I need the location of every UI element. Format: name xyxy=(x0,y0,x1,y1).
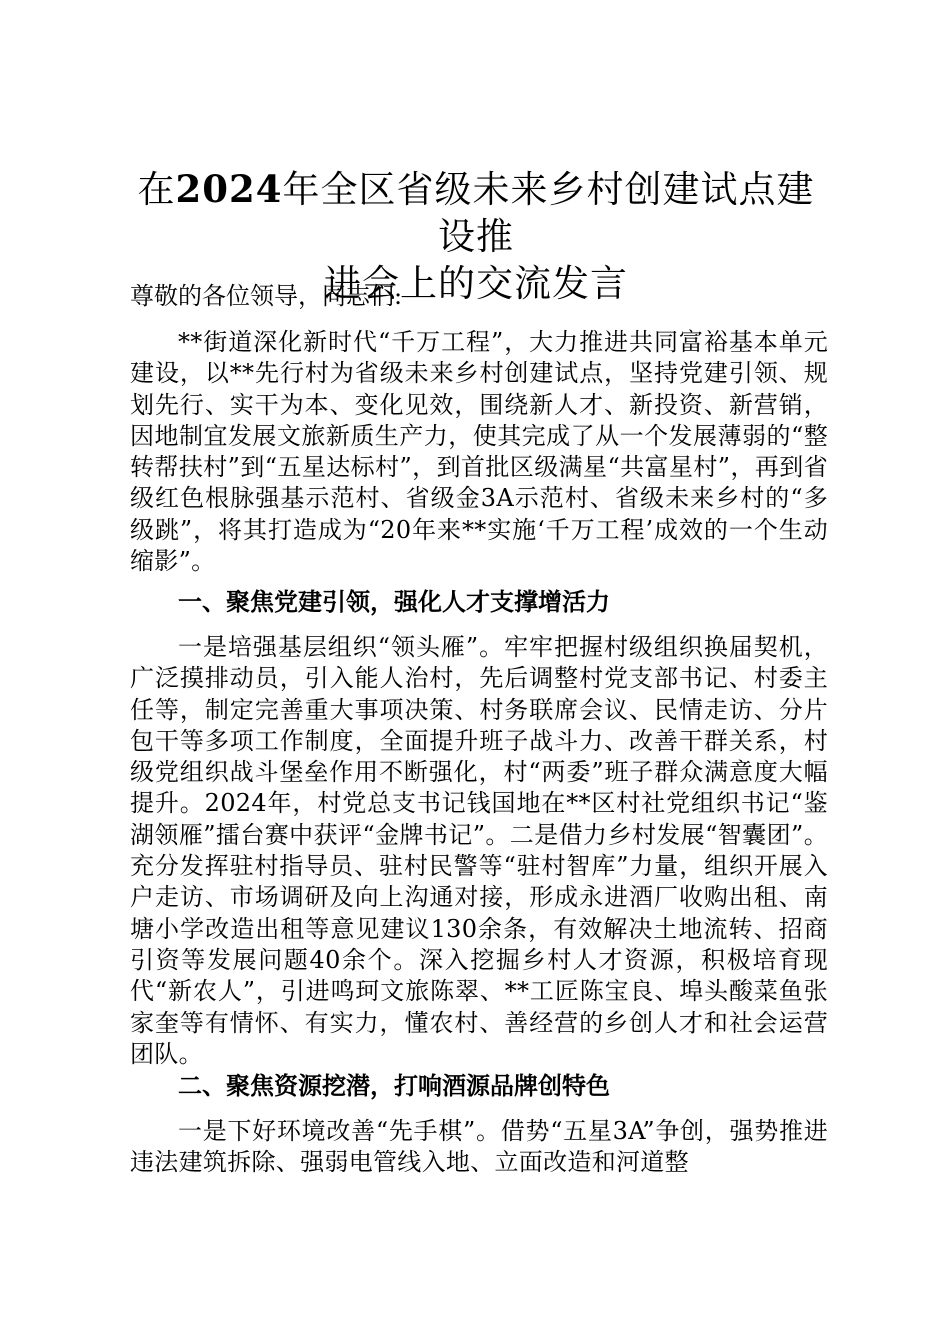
section2-paragraph: 一是下好环境改善“先手棋”。借势“五星3A”争创，强势推进违法建筑拆除、强弱电管线入地、立面改造和河道整 xyxy=(130,1117,828,1177)
title-line1-suffix: 年全区省级未来乡村创建试点建设推 xyxy=(282,168,815,258)
salutation: 尊敬的各位领导，同志们: xyxy=(130,282,403,310)
title-line2: 进会上的交流发言 xyxy=(324,262,628,305)
section1-heading: 一、聚焦党建引领，强化人才支撑增活力 xyxy=(178,587,610,616)
title-year: 2024 xyxy=(175,167,283,211)
section2-heading: 二、聚焦资源挖潜，打响酒源品牌创特色 xyxy=(178,1071,610,1100)
section1-paragraph: 一是培强基层组织“领头雁”。牢牢把握村级组织换届契机，广泛摸排动员，引入能人治村，先后调整村党支部书记、村委主任等，制定完善重大事项决策、村务联席会议、民情走访、分片包干等多项工作制度，全面提升班子战斗力、改善干群关系，村级党组织战斗堡垒作用不断强化，村“两委”班子群众满意度大幅提升。2024年，村党总支书记钱国地在**区村社党组织书记“鉴湖领雁”擂台赛中获评“金牌书记”。二是借力乡村发展“智囊团”。充分发挥驻村指导员、驻村民警等“驻村智库”力量，组织开展入户走访、市场调研及向上沟通对接，形成永进酒厂收购出租、南塘小学改造出租等意见建议130余条，有效解决土地流转、招商引资等发展问题40余个。深入挖掘乡村人才资源，积极培育现代“新农人”，引进鸣珂文旅陈翠、**工匠陈宝良、埠头酸菜鱼张家奎等有情怀、有实力，懂农村、善经营的乡创人才和社会运营团队。 xyxy=(130,633,828,1068)
title-prefix: 在 xyxy=(137,168,176,211)
intro-paragraph: **街道深化新时代“千万工程”，大力推进共同富裕基本单元建设，以**先行村为省级未来乡村创建试点，坚持党建引领、规划先行、实干为本、变化见效，围绕新人才、新投资、新营销，因地制宜发展文旅新质生产力，使其完成了从一个发展薄弱的“整转帮扶村”到“五星达标村”，到首批区级满星“共富星村”，再到省级红色根脉强基示范村、省级金3A示范村、省级未来乡村的“多级跳”，将其打造成为“20年来**实施‘千万工程’成效的一个生动缩影”。 xyxy=(130,328,828,576)
